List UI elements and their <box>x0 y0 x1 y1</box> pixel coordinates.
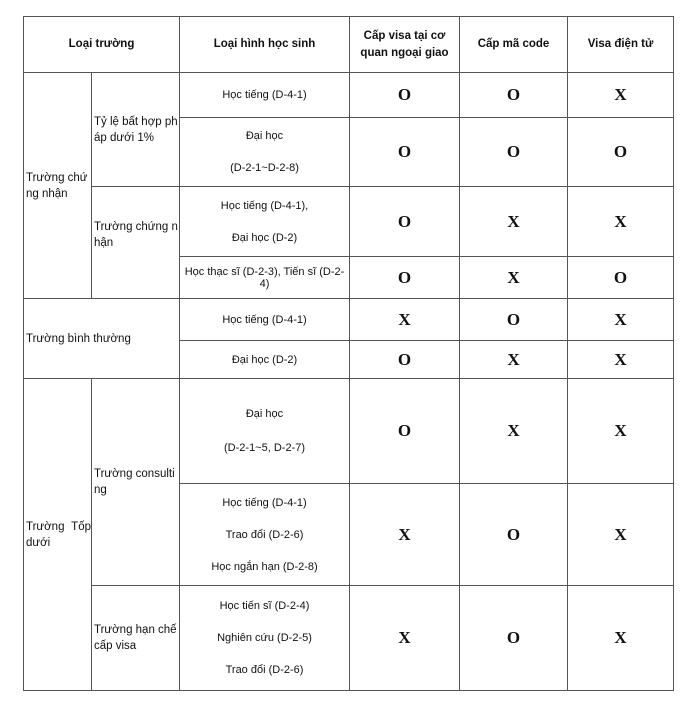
student-type-cell <box>180 257 350 299</box>
student-type-cell <box>180 341 350 379</box>
evisa-mark: X <box>568 187 674 257</box>
consulate-mark: O <box>350 118 460 187</box>
student-type-cell <box>180 379 350 484</box>
header-school-type: Loại trường <box>24 17 180 73</box>
student-type-line: Trao đổi (D-2-6) <box>225 528 304 541</box>
student-type-line: Học tiếng (D-4-1) <box>222 496 307 509</box>
consulate-mark: O <box>350 257 460 299</box>
student-type-cell <box>180 299 350 341</box>
table-row <box>24 187 674 257</box>
header-row <box>24 17 674 73</box>
student-type-line: (D-2-1~D-2-8) <box>230 162 299 174</box>
table-row <box>24 73 674 118</box>
table-row <box>24 299 674 341</box>
code-mark: X <box>460 257 568 299</box>
table-row <box>24 379 674 484</box>
consulate-mark: X <box>350 299 460 341</box>
student-type-line: Nghiên cứu (D-2-5) <box>217 632 312 644</box>
evisa-mark: X <box>568 586 674 691</box>
student-type-line: Học thạc sĩ (D-2-3), Tiến sĩ (D-2-4) <box>184 265 345 290</box>
student-type-cell <box>180 586 350 691</box>
consulate-mark: O <box>350 73 460 118</box>
group-normal: Trường bình thường <box>24 299 180 379</box>
consulate-mark: X <box>350 484 460 586</box>
student-type-line: Học tiếng (D-4-1) <box>222 313 307 326</box>
subgroup-certified: Trường chứng nhận <box>92 187 180 299</box>
evisa-mark: X <box>568 484 674 586</box>
student-type-line: (D-2-1~5, D-2-7) <box>224 442 306 454</box>
evisa-mark: X <box>568 299 674 341</box>
evisa-mark: O <box>568 118 674 187</box>
student-type-line: Học tiếng (D-4-1) <box>222 89 307 101</box>
code-mark: X <box>460 187 568 257</box>
student-type-cell <box>180 118 350 187</box>
student-type-cell <box>180 484 350 586</box>
header-code: Cấp mã code <box>460 17 568 73</box>
subgroup-low-illegal: Tỷ lệ bất hợp pháp dưới 1% <box>92 73 180 187</box>
visa-table <box>23 16 674 691</box>
consulate-mark: O <box>350 341 460 379</box>
code-mark: X <box>460 341 568 379</box>
evisa-mark: O <box>568 257 674 299</box>
evisa-mark: X <box>568 379 674 484</box>
student-type-line: Đại học <box>245 130 284 142</box>
header-evisa: Visa điện tử <box>568 17 674 73</box>
group-bottom: Trường Tốp dưới <box>24 379 92 691</box>
subgroup-consulting: Trường consulting <box>92 379 180 586</box>
student-type-line: Đại học (D-2) <box>231 231 298 244</box>
student-type-line: Trao đổi (D-2-6) <box>225 664 304 676</box>
code-mark: O <box>460 73 568 118</box>
table-row <box>24 586 674 691</box>
consulate-mark: O <box>350 187 460 257</box>
student-type-line: Học tiếng (D-4-1), <box>220 199 309 212</box>
consulate-mark: X <box>350 586 460 691</box>
student-type-cell <box>180 187 350 257</box>
header-consulate-visa: Cấp visa tại cơ quan ngoại giao <box>350 17 460 73</box>
group-certified: Trường chứng nhận <box>24 73 92 299</box>
code-mark: O <box>460 586 568 691</box>
consulate-mark: O <box>350 379 460 484</box>
evisa-mark: X <box>568 73 674 118</box>
evisa-mark: X <box>568 341 674 379</box>
code-mark: O <box>460 299 568 341</box>
code-mark: O <box>460 484 568 586</box>
student-type-cell <box>180 73 350 118</box>
subgroup-restricted: Trường hạn chế cấp visa <box>92 586 180 691</box>
header-student-type: Loại hình học sinh <box>180 17 350 73</box>
student-type-line: Học tiến sĩ (D-2-4) <box>219 600 310 612</box>
student-type-line: Học ngắn hạn (D-2-8) <box>211 560 318 573</box>
code-mark: O <box>460 118 568 187</box>
student-type-line: Đại học (D-2) <box>231 353 298 366</box>
code-mark: X <box>460 379 568 484</box>
student-type-line: Đại học <box>245 408 284 420</box>
